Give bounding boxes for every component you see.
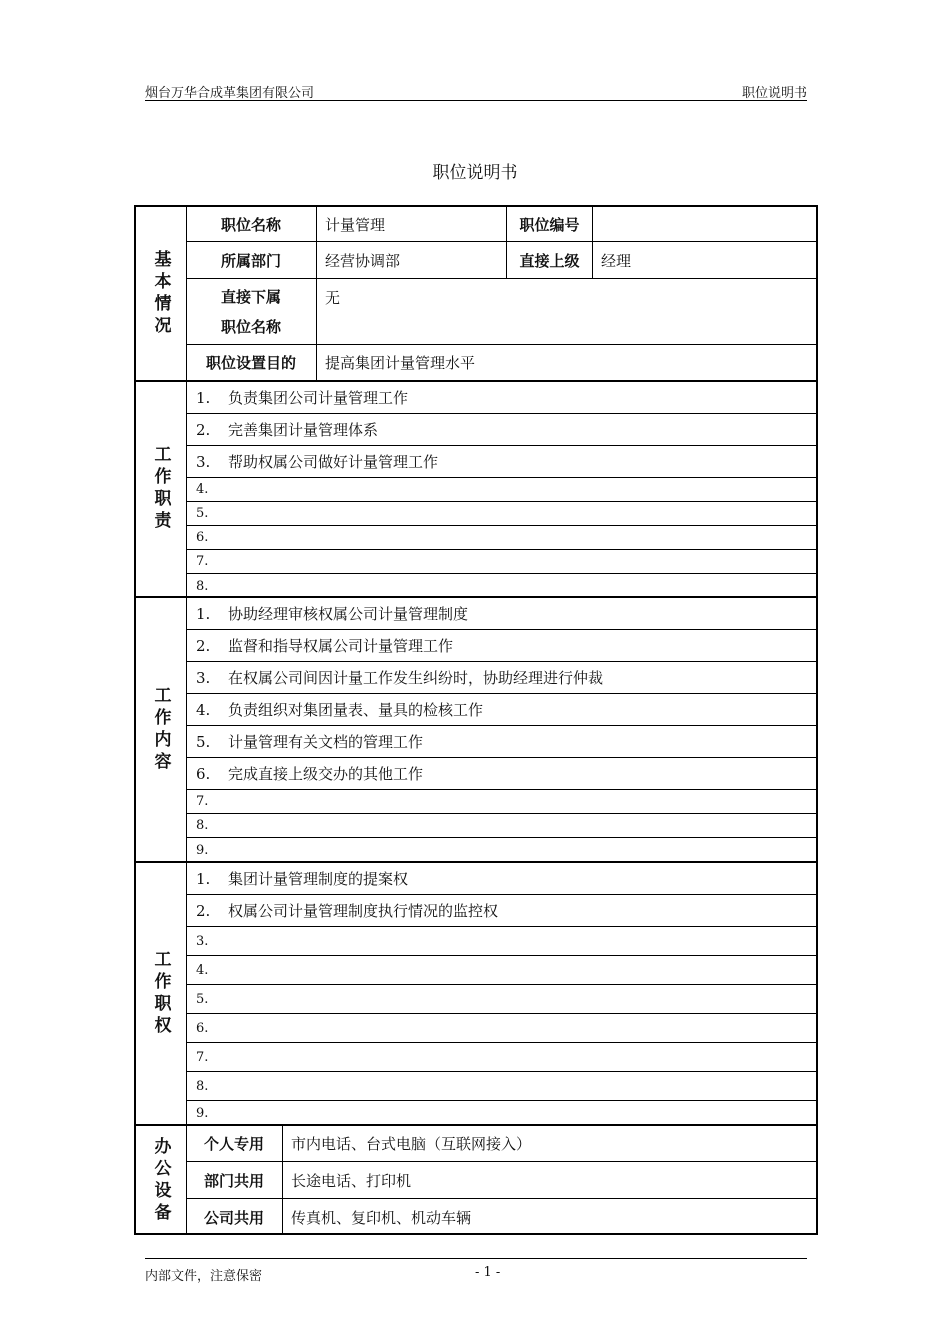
list-item-text: 在权属公司间因计量工作发生纠纷时，协助经理进行仲裁 [228,669,604,687]
list-item-text: 监督和指导权属公司计量管理工作 [228,637,454,655]
list-item-number: 9. [196,843,209,858]
page-footer [145,1258,807,1283]
list-item [186,694,816,726]
position-no-label: 职位编号 [506,207,592,242]
list-item-number: 5. [196,506,209,521]
section-content-label: 工作内容 [136,598,187,861]
list-item [186,550,816,574]
company-shared-label: 公司共用 [203,1208,264,1227]
list-item [186,985,816,1014]
footer-note: 内部文件，注意保密 [145,1269,263,1284]
department-label: 所属部门 [186,242,316,279]
list-item-number: 5. [196,991,209,1007]
purpose-label: 职位设置目的 [205,354,296,372]
header-doc-type: 职位说明书 [741,86,807,101]
list-item-number: 6. [196,764,211,783]
list-item [186,1072,816,1101]
list-item-text: 完善集团计量管理体系 [228,421,379,439]
list-item-text: 协助经理审核权属公司计量管理制度 [228,605,469,623]
superior-label: 直接上级 [506,242,592,279]
list-item-text: 帮助权属公司做好计量管理工作 [228,453,439,471]
list-item [186,1101,816,1126]
list-item [186,758,816,790]
list-item-text: 完成直接上级交办的其他工作 [228,765,424,783]
page-number: - 1 - [475,1265,501,1280]
list-item [186,790,816,814]
list-item-number: 7. [196,1049,209,1065]
list-item-number: 4. [196,700,211,719]
section-authority-label: 工作职权 [136,863,187,1124]
department-value: 经营协调部 [316,242,506,279]
list-item-text: 权属公司计量管理制度执行情况的监控权 [228,902,499,920]
list-item [186,662,816,694]
list-item-text: 计量管理有关文档的管理工作 [228,733,424,751]
list-item [186,382,816,414]
list-item [186,502,816,526]
subordinate-value: 无 [316,279,816,345]
list-item-number: 4. [196,482,209,497]
list-item [186,1043,816,1072]
list-item [186,863,816,895]
list-item-number: 1. [196,869,211,888]
list-item [186,838,816,863]
company-shared-value: 传真机、复印机、机动车辆 [282,1199,816,1235]
list-item [186,895,816,927]
section-content [136,598,816,863]
personal-use-value: 市内电话、台式电脑（互联网接入） [282,1126,816,1162]
page-title: 职位说明书 [432,163,518,183]
list-item [186,478,816,502]
list-item-text: 负责组织对集团量表、量具的检核工作 [228,701,484,719]
list-item [186,927,816,956]
list-item-number: 8. [196,578,209,594]
section-duties-label: 工作职责 [136,382,187,596]
section-duties [136,382,816,598]
list-item [186,446,816,478]
department-shared-value: 长途电话、打印机 [282,1162,816,1199]
page-header [145,82,807,101]
position-name-label: 职位名称 [186,207,316,242]
subordinate-label: 直接下属 职位名称 [186,279,316,345]
job-description-table [134,205,818,1235]
list-item-number: 9. [196,1106,209,1121]
list-item [186,814,816,838]
department-shared-label: 部门共用 [186,1162,282,1199]
list-item [186,1014,816,1043]
list-item-number: 3. [196,452,211,471]
list-item [186,598,816,630]
section-basic-label: 基本情况 [136,207,187,380]
list-item-number: 2. [196,901,211,920]
section-equipment-label: 办公设备 [136,1126,187,1235]
list-item-number: 6. [196,1020,209,1036]
list-item-number: 1. [196,604,211,623]
list-item-number: 1. [196,388,211,407]
list-item-number: 2. [196,420,211,439]
position-no-value [592,207,816,242]
list-item-number: 2. [196,636,211,655]
list-item-number: 6. [196,530,209,545]
list-item-number: 8. [196,818,209,833]
list-item [186,526,816,550]
superior-value: 经理 [592,242,816,279]
section-equipment [136,1126,816,1235]
personal-use-label: 个人专用 [186,1126,282,1162]
list-item-number: 8. [196,1078,209,1094]
list-item-text: 负责集团公司计量管理工作 [228,389,409,407]
section-basic [136,207,816,382]
purpose-value: 提高集团计量管理水平 [316,345,816,380]
list-item [186,574,816,598]
position-name-value: 计量管理 [316,207,506,242]
list-item-number: 5. [196,732,211,751]
list-item-number: 7. [196,554,209,569]
list-item-text: 集团计量管理制度的提案权 [228,870,409,888]
list-item [186,956,816,985]
header-company: 烟台万华合成革集团有限公司 [145,86,315,101]
section-authority [136,863,816,1126]
list-item [186,726,816,758]
list-item [186,630,816,662]
list-item [186,414,816,446]
list-item-number: 7. [196,794,209,809]
list-item-number: 3. [196,668,211,687]
list-item-number: 3. [196,933,209,949]
list-item-number: 4. [196,962,209,978]
